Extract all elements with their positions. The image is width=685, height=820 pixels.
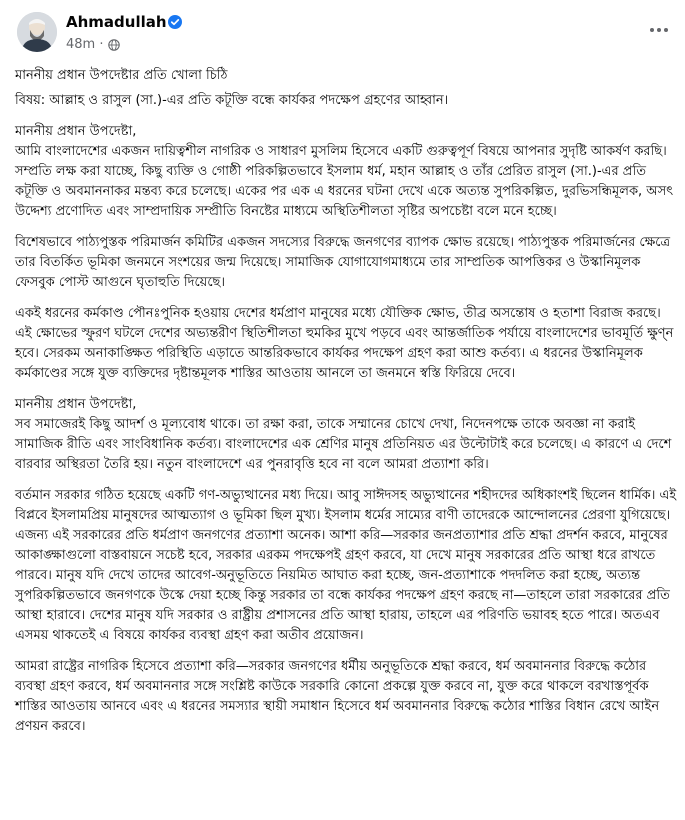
post-paragraph: একই ধরনের কর্মকাণ্ড পৌনঃপুনিক হওয়ায় দেশের ধর্মপ্রাণ মানুষের মধ্যে যৌক্তিক ক্ষোভ, তীব্র অসন্তোষ ও হতাশা বিরাজ করছে। এই ক্ষোভের স্ফুরণ ঘটলে দেশের অভ্যন্তরীণ স্থিতিশীলতা হুমকির মুখে পড়বে এবং আন্তর্জাতিক পর্যায়ে বাংলাদেশের ভাবমূর্তি ক্ষুণ্ন হবে। সেরকম অনাকাঙ্ক্ষিত পরিস্থিতি এড়াতে আন্তরিকভাবে কার্যকর পদক্ষেপ গ্রহণ করা আশু কর্তব্য। এ ধরনের উস্কানিমূলক কর্মকাণ্ডের সঙ্গে যুক্ত ব্যক্তিদের দৃষ্টান্তমূলক শাস্তির আওতায় আনলে তা জনমনে স্বস্তি ফিরিয়ে দেবে। bbox=[15, 306, 674, 381]
post-paragraph: বিশেষভাবে পাঠ্যপুস্তক পরিমার্জন কমিটির একজন সদস্যের বিরুদ্ধে জনগণের ব্যাপক ক্ষোভ রয়েছে। পাঠ্যপুস্তক পরিমার্জনের ক্ষেত্রে তার বিতর্কিত ভূমিকা জনমনে সংশয়ের জন্ম দিয়েছে। সামাজিক যোগাযোগমাধ্যমে তার সাম্প্রতিক আপত্তিকর ও উস্কানিমূলক ফেসবুক পোস্ট আগুনে ঘৃতাহুতি দিয়েছে। bbox=[15, 235, 671, 290]
post-time[interactable]: 48m bbox=[66, 37, 96, 52]
verified-badge-icon bbox=[168, 15, 182, 29]
post-body bbox=[15, 66, 677, 748]
post-header bbox=[0, 0, 685, 60]
post-paragraph: আমরা রাষ্ট্রের নাগরিক হিসেবে প্রত্যাশা করি—সরকার জনগণের ধর্মীয় অনুভূতিকে শ্রদ্ধা করবে, ধর্ম অবমাননার বিরুদ্ধে কঠোর ব্যবস্থা গ্রহণ করবে, ধর্ম অবমাননার সঙ্গে সংশ্লিষ্ট কাউকে সরকারি কোনো প্রকল্পে যুক্ত করবে না, যুক্ত করে থাকলে বরখাস্তপূর্বক শাস্তির আওতায় আনবে এবং এ ধরনের সমস্যার স্থায়ী সমাধান হিসেবে ধর্ম অবমাননার বিরুদ্ধে কঠোর শাস্তির বিধান রেখে আইন প্রণয়ন করবে। bbox=[15, 659, 660, 734]
post-paragraph: বর্তমান সরকার গঠিত হয়েছে একটি গণ-অভ্যুত্থানের মধ্য দিয়ে। আবু সাঈদসহ অভ্যুত্থানের শহীদদের অধিকাংশই ছিলেন ধার্মিক। এই বিপ্লবে ইসলামপ্রিয় মানুষদের আত্মত্যাগ ও ভূমিকা ছিল মুখ্য। ইসলাম ধর্মের সাম্যের বাণী তাদেরকে আন্দোলনের প্রেরণা যুগিয়েছে। এজন্য এই সরকারের প্রতি ধর্মপ্রাণ জনগণের প্রত্যাশা অনেক। আশা করি—সরকার জনপ্রত্যাশার প্রতি শ্রদ্ধা প্রদর্শন করবে, মানুষের আকাঙ্ক্ষাগুলো বাস্তবায়নে সচেষ্ট হবে, সরকার এরকম পদক্ষেপই গ্রহণ করবে, যা দেখে মানুষ সরকারের প্রতি আস্থা ধরে রাখতে পারবে। মানুষ যদি দেখে তাদের আবেগ-অনুভূতিতে নিয়মিত আঘাত করা হচ্ছে, জন-প্রত্যাশাকে পদদলিত করা হচ্ছে, অত্যন্ত সুপরিকল্পিতভাবে জনগণকে উস্কে দেয়া হচ্ছে কিন্তু সরকার তা বন্ধে কার্যকর পদক্ষেপ গ্রহণ করছে না—তাহলে তারা সরকারের প্রতি আস্থা হারাবে। দেশের মানুষ যদি সরকার ও রাষ্ট্রীয় প্রশাসনের প্রতি আস্থা হারায়, তাহলে এর পরিণতি ভয়াবহ হতে পারে। অতএব এসময় থাকতেই এ বিষয়ে কার্যকর ব্যবস্থা গ্রহণ করা অতীব প্রয়োজন। bbox=[15, 488, 677, 643]
post-subject: বিষয়: আল্লাহ ও রাসুল (সা.)-এর প্রতি কটূক্তি বন্ধে কার্যকর পদক্ষেপ গ্রহণের আহ্বান। bbox=[15, 93, 449, 108]
author-name[interactable]: Ahmadullah bbox=[66, 13, 167, 31]
meta-separator: · bbox=[99, 37, 104, 52]
globe-icon[interactable] bbox=[108, 39, 120, 51]
post-paragraph: মাননীয় প্রধান উপদেষ্টা, আমি বাংলাদেশের একজন দায়িত্বশীল নাগরিক ও সাধারণ মুসলিম হিসেবে একটি গুরুত্বপূর্ণ বিষয়ে আপনার সুদৃষ্টি আকর্ষণ করছি। সম্প্রতি লক্ষ করা যাচ্ছে, কিছু ব্যক্তি ও গোষ্ঠী পরিকল্পিতভাবে ইসলাম ধর্ম, মহান আল্লাহ ও তাঁর প্রেরিত রাসুল (সা.)-এর প্রতি কটূক্তি ও অবমাননাকর মন্তব্য করে চলেছে। একের পর এক এ ধরনের ঘটনা দেখে একে অত্যন্ত সুপরিকল্পিত, দুরভিসন্ধিমূলক, অসৎ উদ্দেশ্য প্রণোদিত এবং সাম্প্রদায়িক সম্প্রীতি বিনষ্টের মাধ্যমে অস্থিতিশীলতা সৃষ্টির অপচেষ্টা বলে মনে হচ্ছে। bbox=[15, 124, 674, 219]
post-meta bbox=[66, 37, 104, 52]
avatar-photo bbox=[17, 12, 57, 52]
more-options-icon[interactable] bbox=[647, 18, 671, 42]
post-title: মাননীয় প্রধান উপদেষ্টার প্রতি খোলা চিঠি bbox=[15, 68, 228, 83]
avatar[interactable] bbox=[17, 12, 57, 52]
post-paragraph: মাননীয় প্রধান উপদেষ্টা, সব সমাজেরই কিছু আদর্শ ও মূল্যবোধ থাকে। তা রক্ষা করা, তাকে সম্মানের চোখে দেখা, নিদেনপক্ষে তাকে অবজ্ঞা না করাই সামাজিক রীতি এবং সাংবিধানিক কর্তব্য। বাংলাদেশের এক শ্রেণির মানুষ প্রতিনিয়ত এর উল্টোটাই করে চলেছে। এ কারণে এ দেশে বারবার অস্থিরতা তৈরি হয়। নতুন বাংলাদেশে এর পুনরাবৃত্তি হবে না বলে আমরা প্রত্যাশা করি। bbox=[15, 397, 672, 472]
